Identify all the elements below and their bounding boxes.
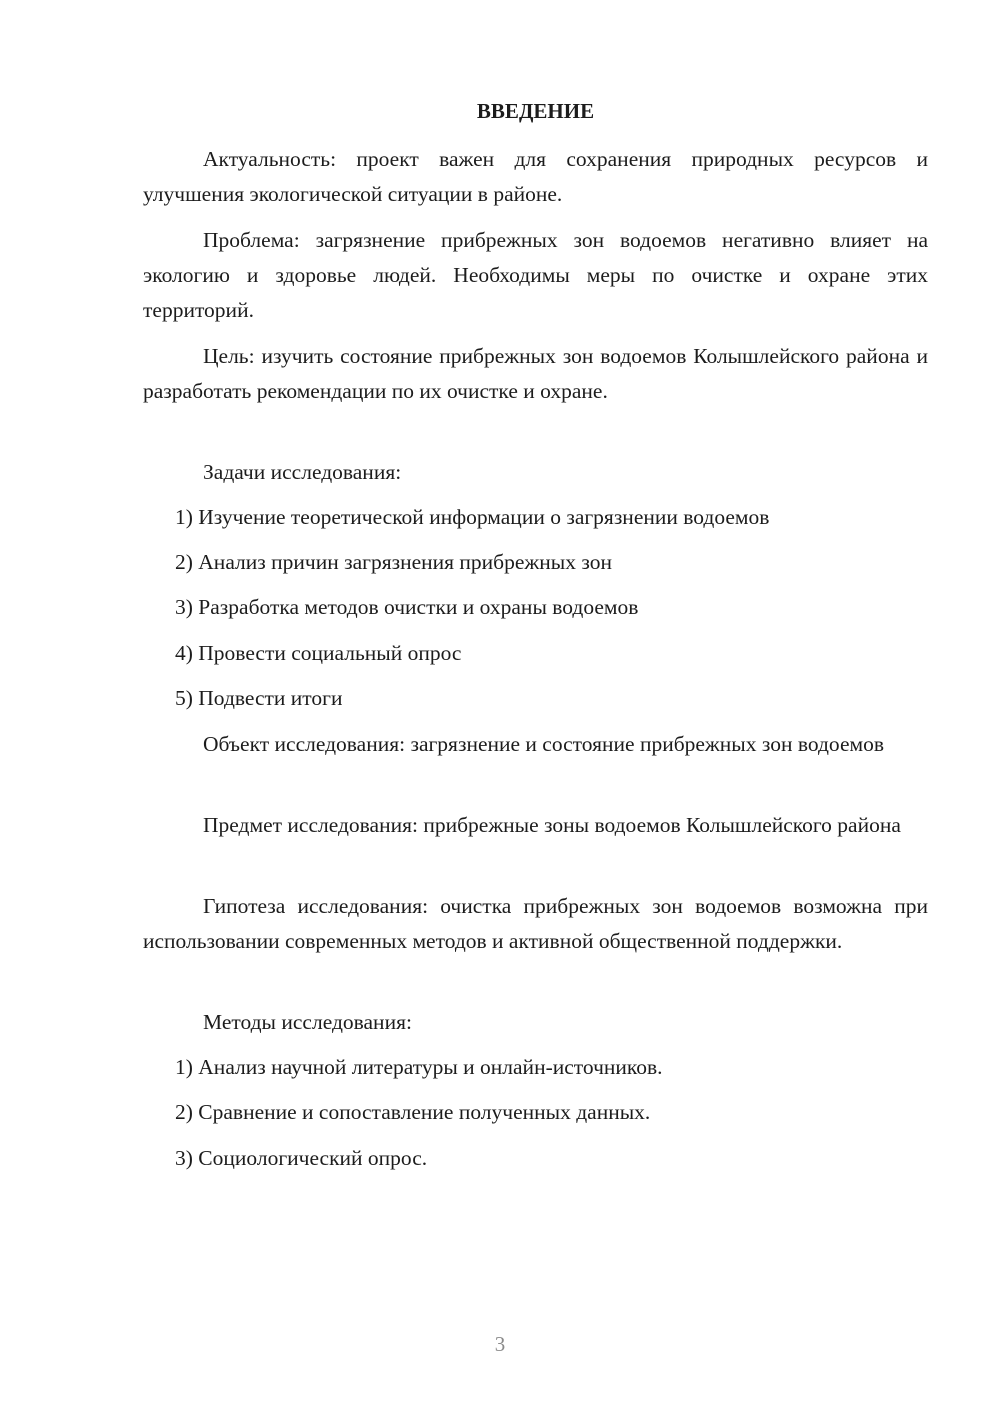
task-item-3: 3) Разработка методов очистки и охраны водоемов [175,595,639,619]
hypothesis-paragraph: Гипотеза исследования: очистка прибрежных зон водоемов возможна при использовании современных методов и активной общественной поддержки. [143,894,928,953]
problem-paragraph: Проблема: загрязнение прибрежных зон водоемов негативно влияет на экологию и здоровье людей. Необходимы меры по очистке и охране этих территорий. [143,228,928,322]
task-item-4: 4) Провести социальный опрос [175,641,462,665]
task-item-1: 1) Изучение теоретической информации о загрязнении водоемов [175,505,770,529]
goal-paragraph: Цель: изучить состояние прибрежных зон водоемов Колышлейского района и разработать рекомендации по их очистке и охране. [143,344,928,403]
tasks-heading: Задачи исследования: [203,460,402,484]
method-item-3: 3) Социологический опрос. [175,1146,428,1170]
method-item-1: 1) Анализ научной литературы и онлайн-источников. [175,1055,663,1079]
page-title: ВВЕДЕНИЕ [476,99,595,123]
method-item-2: 2) Сравнение и сопоставление полученных данных. [175,1100,651,1124]
object-paragraph: Объект исследования: загрязнение и состояние прибрежных зон водоемов [203,732,884,756]
subject-paragraph: Предмет исследования: прибрежные зоны водоемов Колышлейского района [203,813,901,837]
methods-heading: Методы исследования: [203,1010,412,1034]
page-number: 3 [494,1332,506,1356]
task-item-5: 5) Подвести итоги [175,686,343,710]
relevance-paragraph: Актуальность: проект важен для сохранения природных ресурсов и улучшения экологической ситуации в районе. [143,147,928,206]
task-item-2: 2) Анализ причин загрязнения прибрежных зон [175,550,612,574]
